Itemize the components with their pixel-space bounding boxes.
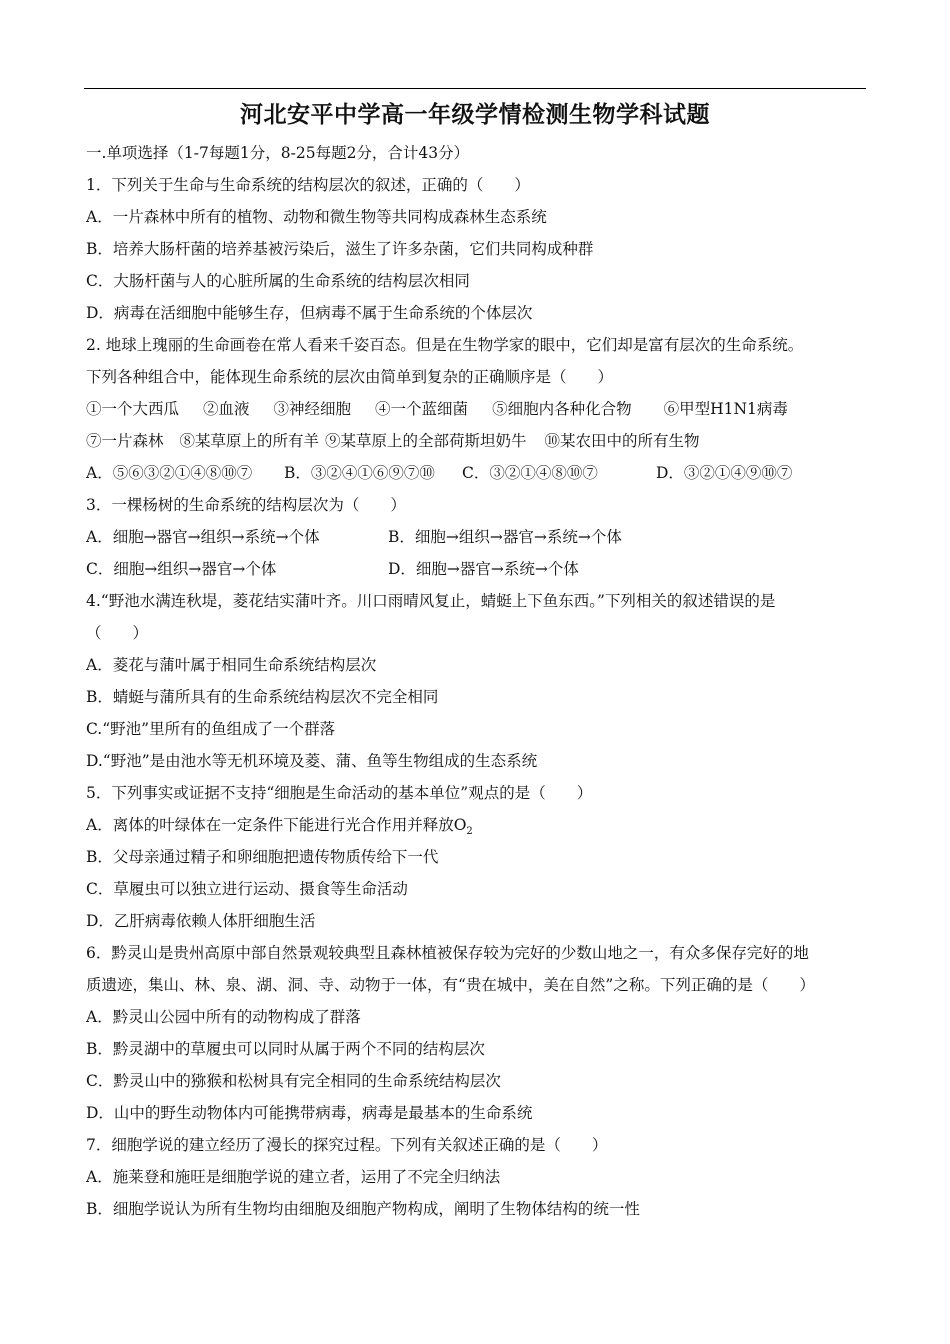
q5-option-c: C．草履虫可以独立进行运动、摄食等生命活动 <box>86 880 408 898</box>
q3-option-c: C．细胞→组织→器官→个体 <box>86 560 277 578</box>
q2-item: ①一个大西瓜 <box>86 400 180 418</box>
q2-item: ⑨某草原上的全部荷斯坦奶牛 <box>325 432 527 450</box>
q2-option-b: B．③②④①⑥⑨⑦⑩ <box>284 464 435 482</box>
q2-item: ⑦一片森林 <box>86 432 164 450</box>
q2-option-a: A．⑤⑥③②①④⑧⑩⑦ <box>86 464 253 482</box>
q2-item: ④一个蓝细菌 <box>375 400 469 418</box>
q4-stem-line2: （ ） <box>86 624 149 642</box>
q5-stem: 5．下列事实或证据不支持“细胞是生命活动的基本单位”观点的是（ ） <box>86 784 593 802</box>
q2-item: ⑤细胞内各种化合物 <box>492 400 632 418</box>
q6-option-c: C．黔灵山中的猕猴和松树具有完全相同的生命系统结构层次 <box>86 1072 501 1090</box>
q3-stem: 3．一棵杨树的生命系统的结构层次为（ ） <box>86 496 406 514</box>
q2-option-d: D．③②①④⑨⑩⑦ <box>656 464 793 482</box>
page-title: 河北安平中学高一年级学情检测生物学科试题 <box>240 101 710 128</box>
q5-option-a-text: A．离体的叶绿体在一定条件下能进行光合作用并释放O <box>86 816 467 834</box>
q1-option-c: C．大肠杆菌与人的心脏所属的生命系统的结构层次相同 <box>86 272 470 290</box>
q3-option-a: A．细胞→器官→组织→系统→个体 <box>86 528 320 546</box>
q1-option-d: D．病毒在活细胞中能够生存，但病毒不属于生命系统的个体层次 <box>86 304 533 322</box>
q4-option-b: B．蜻蜓与蒲所具有的生命系统结构层次不完全相同 <box>86 688 439 706</box>
q2-item: ⑥甲型H1N1病毒 <box>663 400 788 418</box>
q2-option-c: C．③②①④⑧⑩⑦ <box>462 464 598 482</box>
q6-stem-line1: 6．黔灵山是贵州高原中部自然景观较典型且森林植被保存较为完好的少数山地之一，有众多保存完好的地 <box>86 944 809 962</box>
q1-option-a: A．一片森林中所有的植物、动物和微生物等共同构成森林生态系统 <box>86 208 547 226</box>
q3-option-d: D．细胞→器官→系统→个体 <box>388 560 579 578</box>
q7-option-a: A．施莱登和施旺是细胞学说的建立者，运用了不完全归纳法 <box>86 1168 501 1186</box>
q6-option-d: D．山中的野生动物体内可能携带病毒，病毒是最基本的生命系统 <box>86 1104 533 1122</box>
q5-option-a <box>86 815 473 842</box>
q2-item: ②血液 <box>203 400 250 418</box>
q5-option-a-subscript: 2 <box>466 826 473 838</box>
q6-option-a: A．黔灵山公园中所有的动物构成了群落 <box>86 1008 361 1026</box>
q7-stem: 7．细胞学说的建立经历了漫长的探究过程。下列有关叙述正确的是（ ） <box>86 1136 608 1154</box>
q2-items-row1 <box>86 399 788 419</box>
q2-item: ⑩某农田中的所有生物 <box>544 432 700 450</box>
q1-stem: 1．下列关于生命与生命系统的结构层次的叙述，正确的（ ） <box>86 176 530 194</box>
q1-option-b: B．培养大肠杆菌的培养基被污染后，滋生了许多杂菌，它们共同构成种群 <box>86 240 594 258</box>
q2-stem-line1: 2. 地球上瑰丽的生命画卷在常人看来千姿百态。但是在生物学家的眼中，它们却是富有层次的生命系统。 <box>86 336 804 354</box>
q6-stem-line2: 质遗迹，集山、林、泉、湖、洞、寺、动物于一体，有“贵在城中，美在自然”之称。下列正确的是（ ） <box>86 976 815 994</box>
q2-item: ⑧某草原上的所有羊 <box>179 432 320 450</box>
q4-option-c: C.“野池”里所有的鱼组成了一个群落 <box>86 720 336 738</box>
q4-stem-line1: 4.“野池水满连秋堤，菱花结实蒲叶齐。川口雨晴风复止，蜻蜓上下鱼东西。”下列相关的叙述错误的是 <box>86 592 776 610</box>
q2-stem-line2: 下列各种组合中，能体现生命系统的层次由简单到复杂的正确顺序是（ ） <box>86 368 614 386</box>
q2-item: ③神经细胞 <box>273 400 352 418</box>
q2-items-row2 <box>86 431 700 451</box>
q5-option-d: D．乙肝病毒依赖人体肝细胞生活 <box>86 912 316 930</box>
q6-option-b: B．黔灵湖中的草履虫可以同时从属于两个不同的结构层次 <box>86 1040 485 1058</box>
q4-option-d: D.“野池”是由池水等无机环境及菱、蒲、鱼等生物组成的生态系统 <box>86 752 538 770</box>
header-rule <box>84 88 866 89</box>
q7-option-b: B．细胞学说认为所有生物均由细胞及细胞产物构成，阐明了生物体结构的统一性 <box>86 1200 640 1218</box>
section-heading: 一.单项选择（1-7每题1分，8-25每题2分，合计43分） <box>86 144 470 162</box>
q4-option-a: A．菱花与蒲叶属于相同生命系统结构层次 <box>86 656 377 674</box>
q3-option-b: B．细胞→组织→器官→系统→个体 <box>388 528 622 546</box>
q5-option-b: B．父母亲通过精子和卵细胞把遗传物质传给下一代 <box>86 848 439 866</box>
